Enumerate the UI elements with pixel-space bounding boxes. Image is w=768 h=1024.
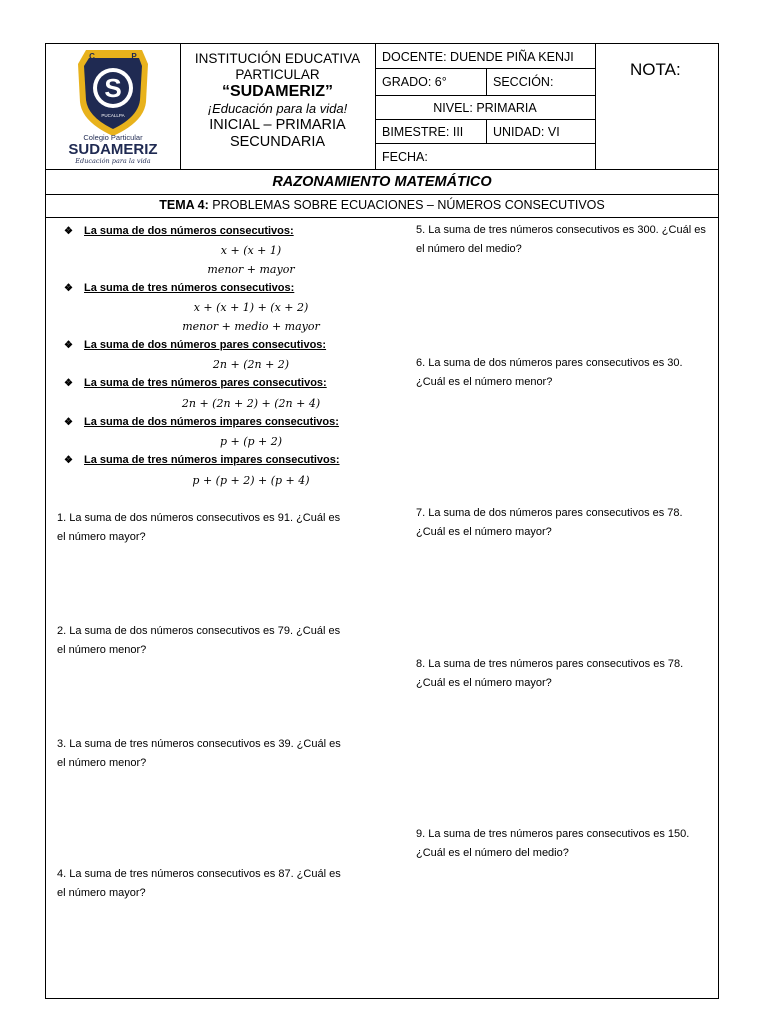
theory-heading: ❖ La suma de tres números pares consecutivos: — [64, 377, 327, 389]
grid-line — [375, 68, 595, 69]
grid-line — [486, 68, 487, 95]
problem-line: ¿Cuál es el número menor? — [416, 376, 553, 388]
theory-formula: 2n + (2n + 2) — [212, 358, 290, 371]
institution-line2: PARTICULAR — [235, 67, 320, 82]
logo-line1: Colegio Particular — [83, 133, 143, 142]
problem-line: el número mayor? — [57, 887, 146, 899]
logo-ribbon: PUCALLPA — [101, 113, 125, 118]
theory-formula: 2n + (2n + 2) + (2n + 4) — [181, 397, 321, 410]
institution-block — [180, 51, 375, 151]
problem-line: ¿Cuál es el número mayor? — [416, 526, 552, 538]
logo-line2: SUDAMERIZ — [68, 141, 158, 158]
theory-heading: ❖ La suma de tres números impares consecutivos: — [64, 454, 340, 466]
page-title: RAZONAMIENTO MATEMÁTICO — [272, 174, 492, 190]
problem-9 — [416, 825, 718, 863]
problem-3 — [57, 735, 367, 773]
problem-line: ¿Cuál es el número mayor? — [416, 677, 552, 689]
tema-label: TEMA 4: — [159, 198, 209, 212]
problem-line: ¿Cuál es el número del medio? — [416, 847, 569, 859]
problem-line: 3. La suma de tres números consecutivos es 39. ¿Cuál es — [57, 738, 341, 750]
nota-divider — [595, 44, 596, 169]
nota-label: NOTA: — [630, 60, 681, 79]
diamond-bullet-icon: ❖ — [64, 417, 73, 428]
problem-line: 8. La suma de tres números pares consecutivos es 78. — [416, 658, 684, 670]
institution-slogan: ¡Educación para la vida! — [207, 101, 348, 116]
bimestre-field: BIMESTRE: III — [382, 125, 464, 139]
tema-text: PROBLEMAS SOBRE ECUACIONES – NÚMEROS CONSECUTIVOS — [212, 198, 605, 212]
grid-line — [375, 143, 595, 144]
grado-field: GRADO: 6° — [382, 75, 447, 89]
problem-line: 6. La suma de dos números pares consecutivos es 30. — [416, 357, 683, 369]
grid-line — [486, 119, 487, 143]
problem-line: 9. La suma de tres números pares consecutivos es 150. — [416, 828, 690, 840]
institution-name: “SUDAMERIZ” — [221, 83, 334, 100]
problem-2 — [57, 622, 367, 660]
logo-letter-p: P — [131, 52, 137, 61]
logo-tagline: Educación para la vida — [75, 157, 151, 165]
problem-5 — [416, 221, 718, 259]
docente-field: DOCENTE: DUENDE PIÑA KENJI — [382, 50, 574, 64]
fecha-field: FECHA: — [382, 150, 428, 164]
worksheet-frame — [45, 43, 719, 999]
theory-heading: ❖ La suma de dos números impares consecutivos: — [64, 416, 339, 428]
title-bottom-line — [46, 194, 718, 195]
problem-line: el número menor? — [57, 644, 147, 656]
diamond-bullet-icon: ❖ — [64, 455, 73, 466]
problem-line: 1. La suma de dos números consecutivos es 91. ¿Cuál es — [57, 512, 341, 524]
theory-heading: ❖ La suma de dos números consecutivos: — [64, 225, 294, 237]
diamond-bullet-icon: ❖ — [64, 340, 73, 351]
theory-formula: p + (p + 2) — [219, 435, 283, 448]
problem-8 — [416, 655, 718, 693]
problem-7 — [416, 504, 718, 542]
problem-4 — [57, 865, 367, 903]
problem-line: 7. La suma de dos números pares consecutivos es 78. — [416, 507, 683, 519]
diamond-bullet-icon: ❖ — [64, 283, 73, 294]
problem-line: 5. La suma de tres números consecutivos es 300. ¿Cuál es — [416, 224, 706, 236]
theory-formula: p + (p + 2) + (p + 4) — [192, 474, 310, 487]
theory-heading: ❖ La suma de tres números consecutivos: — [64, 282, 295, 294]
logo-letter-c: C — [89, 52, 95, 61]
institution-line1: INSTITUCIÓN EDUCATIVA — [194, 51, 361, 66]
grid-line — [375, 119, 595, 120]
problem-line: el número mayor? — [57, 531, 146, 543]
school-logo — [46, 44, 180, 169]
logo-monogram: S — [104, 73, 122, 103]
grid-line — [375, 95, 595, 96]
header-bottom-line — [46, 169, 718, 170]
tema-line — [46, 198, 718, 212]
theory-heading: ❖ La suma de dos números pares consecutivos: — [64, 339, 327, 351]
problem-line: 4. La suma de tres números consecutivos es 87. ¿Cuál es — [57, 868, 341, 880]
problem-line: 2. La suma de dos números consecutivos es 79. ¿Cuál es — [57, 625, 341, 637]
shield-logo-icon — [46, 44, 180, 169]
institution-levels2: SECUNDARIA — [229, 134, 326, 150]
institution-levels1: INICIAL – PRIMARIA — [209, 117, 346, 133]
unidad-field: UNIDAD: VI — [493, 125, 560, 139]
theory-formula: x + (x + 1) + (x + 2) — [193, 301, 309, 314]
theory-formula: x + (x + 1) — [220, 244, 282, 257]
problem-line: el número menor? — [57, 757, 147, 769]
nivel-field: NIVEL: PRIMARIA — [433, 101, 537, 115]
diamond-bullet-icon: ❖ — [64, 226, 73, 237]
theory-formula: menor + mayor — [207, 263, 295, 276]
seccion-field: SECCIÓN: — [493, 75, 554, 89]
problem-6 — [416, 354, 718, 392]
theory-formula: menor + medio + mayor — [182, 320, 320, 333]
problem-line: el número del medio? — [416, 243, 522, 255]
tema-bottom-line — [46, 217, 718, 218]
diamond-bullet-icon: ❖ — [64, 378, 73, 389]
problem-1 — [57, 509, 367, 547]
